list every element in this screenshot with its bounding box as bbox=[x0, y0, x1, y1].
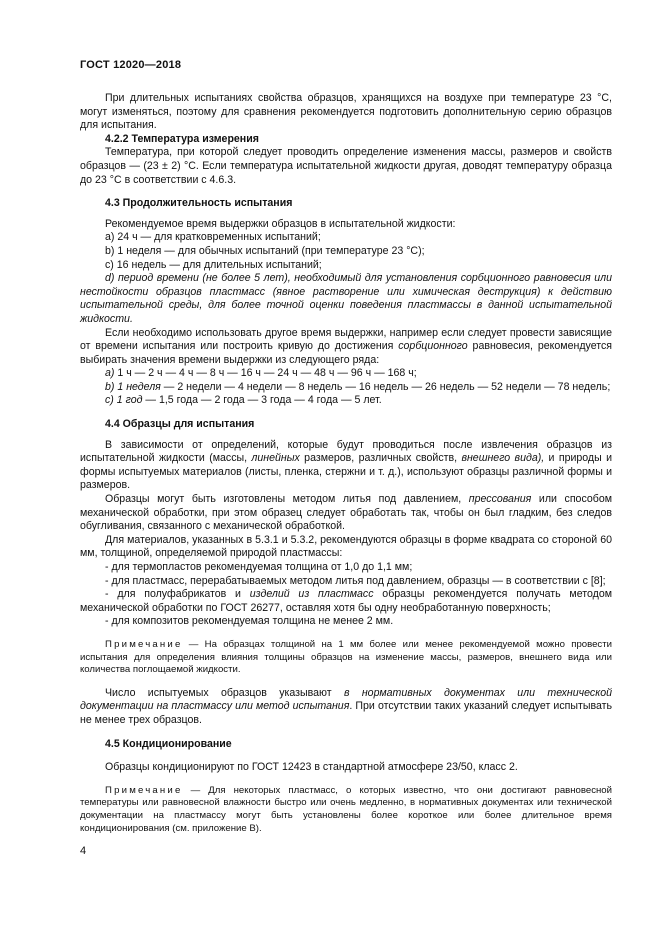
paragraph: Температура, при которой следует проводить определение изменения массы, размеров и свойств образцов — (23 ± 2) °С. Если температура испытательной жидкости другая, доводят температуру образца до 23 °С в соответствии с 4.6.3. bbox=[80, 146, 612, 186]
page-number: 4 bbox=[80, 845, 87, 857]
section-heading-4-5: 4.5 Кондиционирование bbox=[105, 737, 232, 750]
paragraph bbox=[80, 493, 612, 534]
series-label: а) bbox=[105, 367, 115, 380]
document-body bbox=[80, 92, 612, 835]
series-values: — 1,5 года — 2 года — 3 года — 4 года — 5 лет. bbox=[142, 394, 382, 407]
list-item: а) 24 ч — для кратковременных испытаний; bbox=[105, 231, 321, 244]
text-run-italic: внешнего вида), bbox=[461, 452, 545, 465]
note-text: — На образцах толщиной на 1 мм более или менее рекомендуемой можно провести испытания для определения влияния толщины образцов на изменение массы, размеров, внешнего вида или количества поглощаемой жидкости. bbox=[80, 638, 612, 676]
paragraph: Образцы кондиционируют по ГОСТ 12423 в стандартной атмосфере 23/50, класс 2. bbox=[105, 761, 518, 774]
series-item bbox=[80, 381, 612, 395]
list-item bbox=[80, 272, 612, 326]
bullet-item: - для композитов рекомендуемая толщина не менее 2 мм. bbox=[105, 615, 394, 628]
text-run: Образцы могут быть изготовлены методом литья под давлением, bbox=[105, 493, 469, 506]
series-item bbox=[80, 367, 612, 381]
text-run: В зависимости от определений, которые будут проводиться после извлечения образцов из испытательной жидкости (массы, bbox=[80, 438, 612, 465]
series-label: с) 1 год bbox=[105, 394, 143, 407]
text-run: образцы рекомендуется получать методом механической обработки по ГОСТ 26277, оставляя хотя бы одну необработанную поверхность; bbox=[80, 588, 612, 614]
note-label: Примечание bbox=[105, 638, 183, 650]
series-values: 1 ч — 2 ч — 4 ч — 8 ч — 16 ч — 24 ч — 48 ч — 96 ч — 168 ч; bbox=[114, 367, 417, 380]
series-item bbox=[80, 394, 612, 408]
list-item: с) 16 недель — для длительных испытаний; bbox=[105, 258, 322, 271]
text-run: равновесия, рекомендуется выбирать значения времени выдержки из следующего ряда: bbox=[80, 340, 612, 366]
paragraph: Рекомендуемое время выдержки образцов в испытательной жидкости: bbox=[105, 217, 456, 230]
bullet-item: - для пластмасс, перерабатываемых методом литья под давлением, образцы — в соответствии с [8]; bbox=[105, 574, 606, 587]
text-run-italic: сорбционного bbox=[398, 340, 468, 353]
note bbox=[80, 639, 612, 677]
text-run-italic: линейных bbox=[251, 452, 300, 465]
list-item-text: d) период времени (не более 5 лет), необходимый для установления сорбционного равновесия или нестойкости образцов пластмасс (явное растворение или химическая деструкция) к действию испытательной среды, для более точной оценки поведения пластмассы в данной испытательной жидкости. bbox=[80, 272, 612, 325]
text-run-italic: в нормативных документах или технической документации на пластмассу или метод испытания bbox=[80, 686, 612, 713]
text-run: - для полуфабрикатов и bbox=[105, 588, 250, 601]
paragraph: При длительных испытаниях свойства образцов, хранящихся на воздухе при температуре 23 °С, могут изменяться, поэтому для сравнения рекомендуется подготовить дополнительную серию образцов для испытания. bbox=[80, 92, 612, 132]
note-label: Примечание bbox=[105, 784, 183, 796]
note-text: — Для некоторых пластмасс, о которых известно, что они достигают равновесной температуры или равновесной влажности быстро или очень медленно, в нормативных документах или технической документации на пластмассу могут быть установлены более короткое или более длительное время кондиционирования (см. приложение В). bbox=[80, 784, 612, 834]
paragraph bbox=[80, 439, 612, 493]
paragraph bbox=[80, 687, 612, 728]
text-run: или способом механической обработки, при этом образец следует обработать так, чтобы он был гладким, без следов обугливания, связанного с механической обработкой. bbox=[80, 493, 612, 533]
text-run-italic: изделий из пластмасс bbox=[249, 588, 374, 601]
series-values: — 2 недели — 4 недели — 8 недель — 16 недель — 26 недель — 52 недели — 78 недель; bbox=[160, 380, 611, 393]
text-run: размеров, различных свойств, bbox=[299, 452, 462, 465]
section-heading-4-4: 4.4 Образцы для испытания bbox=[105, 418, 255, 431]
section-heading-4-3: 4.3 Продолжительность испытания bbox=[105, 197, 293, 210]
note bbox=[80, 785, 612, 835]
list-item: b) 1 неделя — для обычных испытаний (при температуре 23 °С); bbox=[105, 244, 425, 257]
bullet-item: - для термопластов рекомендуемая толщина от 1,0 до 1,1 мм; bbox=[105, 561, 413, 573]
document-header: ГОСТ 12020—2018 bbox=[80, 59, 182, 71]
text-run: Число испытуемых образцов указывают bbox=[105, 686, 344, 699]
paragraph bbox=[80, 327, 612, 368]
text-run: . При отсутствии таких указаний следует испытывать не менее трех образцов. bbox=[80, 700, 612, 726]
text-run: Если необходимо использовать другое время выдержки, например если следует провести зависящие от времени испытания или построить кривую до достижения bbox=[80, 326, 612, 353]
series-label: b) 1 неделя bbox=[105, 380, 161, 393]
section-heading-4-2-2: 4.2.2 Температура измерения bbox=[105, 132, 259, 145]
paragraph: Для материалов, указанных в 5.3.1 и 5.3.2, рекомендуются образцы в форме квадрата со стороной 60 мм, толщиной, определяемой природой пластмассы: bbox=[80, 533, 612, 560]
text-run: и природы и формы испытуемых материалов (листы, пленка, стержни и т. д.), используют образцы различной формы и размеров. bbox=[80, 452, 613, 492]
text-run-italic: прессования bbox=[468, 493, 532, 506]
bullet-item bbox=[80, 588, 612, 615]
